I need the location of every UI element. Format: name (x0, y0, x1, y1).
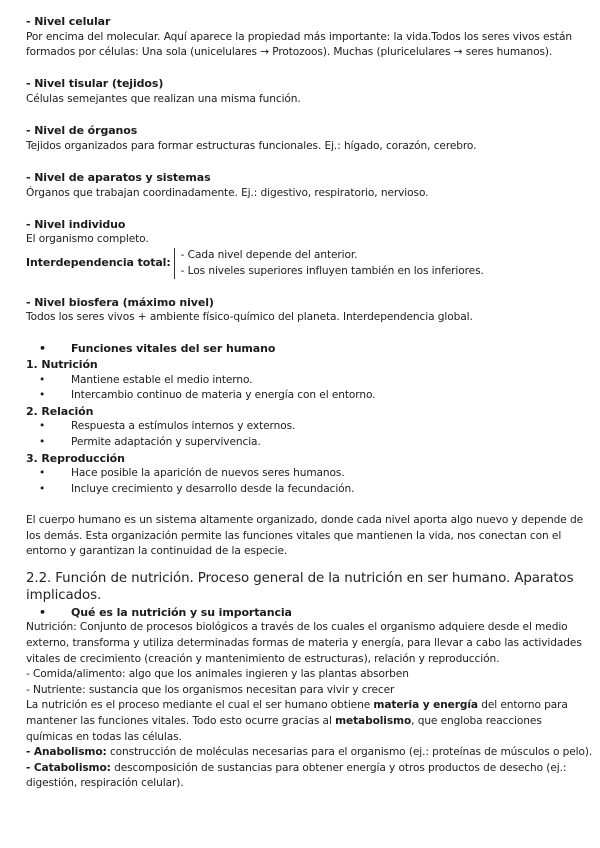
list-item: • Hace posible la aparición de nuevos seres humanos. (26, 466, 574, 482)
comida-text: - Comida/alimento: algo que los animales ingieren y las plantas absorben (26, 668, 409, 681)
list-item: • Incluye crecimiento y desarrollo desde la fecundación. (26, 482, 574, 498)
subsection-heading: • Qué es la nutrición y su importancia (39, 605, 292, 619)
bullet-icon: • (39, 467, 46, 480)
function-group-title: 3. Reproducción (26, 451, 125, 465)
bullet-icon: • (39, 420, 46, 433)
nutrition-paragraph: La nutrición es el proceso mediante el cual el ser humano obtiene materia y energía del entorno para (26, 699, 568, 712)
nutrition-paragraph: mantener las funciones vitales. Todo esto ocurre gracias al metabolismo, que engloba reacciones (26, 714, 542, 727)
function-group-title: 1. Nutrición (26, 358, 98, 372)
catabolism-text: digestión, respiración celular). (26, 777, 184, 790)
level-title-biosfera: - Nivel biosfera (máximo nivel) (26, 295, 214, 309)
definition-text: Nutrición: Conjunto de procesos biológicos a través de los cuales el organismo adquiere desde el medio (26, 621, 568, 634)
level-text: Por encima del molecular. Aquí aparece la propiedad más importante: la vida.Todos los seres vivos están (26, 30, 572, 43)
nutrition-paragraph: químicas en todas las células. (26, 730, 182, 743)
bullet-icon: • (39, 389, 46, 402)
level-text: formados por células: Una sola (unicelulares → Protozoos). Muchas (pluricelulares → seres humanos). (26, 46, 553, 59)
list-item: • Respuesta a estímulos internos y externos. (26, 419, 574, 435)
level-title-celular: - Nivel celular (26, 15, 111, 28)
section-title: 2.2. Función de nutrición. Proceso general de la nutrición en ser humano. Aparatos implicados. (26, 570, 574, 604)
list-item: - Los niveles superiores influyen también en los inferiores. (180, 264, 484, 277)
definition-text: externo, transforma y utiliza determinadas formas de materia y energía, para llevar a cabo las actividades (26, 636, 582, 649)
catabolism-text: - Catabolismo: descomposición de sustancias para obtener energía y otros productos de desecho (ej.: (26, 761, 567, 774)
functions-heading: • Funciones vitales del ser humano (39, 342, 276, 356)
level-title-tisular: - Nivel tisular (tejidos) (26, 77, 164, 91)
function-group-title: 2. Relación (26, 404, 94, 418)
summary-text: El cuerpo humano es un sistema altamente organizado, donde cada nivel aporta algo nuevo y depende de (26, 514, 584, 526)
document-page (26, 14, 593, 792)
level-text: El organismo completo. (26, 233, 149, 246)
bullet-icon: • (39, 373, 46, 386)
anabolism-text: - Anabolismo: construcción de moléculas necesarias para el organismo (ej.: proteínas de músculos o pelo). (26, 746, 593, 759)
level-title-individuo: - Nivel individuo (26, 217, 126, 231)
level-title-organos: - Nivel de órganos (26, 124, 138, 138)
interdependence-block (26, 248, 574, 279)
interdependence-list (174, 248, 484, 279)
level-text: Células semejantes que realizan una misma función. (26, 92, 301, 105)
definition-text: vitales de crecimiento (creación y mantenimiento de estructuras), relación y reproducción. (26, 652, 500, 665)
list-item: • Mantiene estable el medio interno. (26, 373, 574, 389)
summary-text: entorno y garantizan la continuidad de la especie. (26, 545, 288, 558)
list-item: - Cada nivel depende del anterior. (180, 248, 358, 261)
level-text: Tejidos organizados para formar estructuras funcionales. Ej.: hígado, corazón, cerebro. (26, 139, 477, 152)
interdependence-label: Interdependencia total: (26, 255, 171, 269)
list-item: • Intercambio continuo de materia y energía con el entorno. (26, 388, 574, 404)
bullet-icon: • (39, 605, 46, 619)
list-item: • Permite adaptación y supervivencia. (26, 435, 574, 451)
summary-text: los demás. Esta organización permite las funciones vitales que mantienen la vida, nos conectan con el (26, 529, 562, 542)
bullet-icon: • (39, 482, 46, 495)
nutriente-text: - Nutriente: sustancia que los organismos necesitan para vivir y crecer (26, 683, 395, 696)
level-text: Órganos que trabajan coordinadamente. Ej.: digestivo, respiratorio, nervioso. (26, 186, 429, 199)
bullet-icon: • (39, 436, 46, 449)
bullet-icon: • (39, 342, 46, 356)
level-text: Todos los seres vivos + ambiente físico-químico del planeta. Interdependencia global. (26, 311, 473, 324)
level-title-aparatos: - Nivel de aparatos y sistemas (26, 170, 211, 184)
